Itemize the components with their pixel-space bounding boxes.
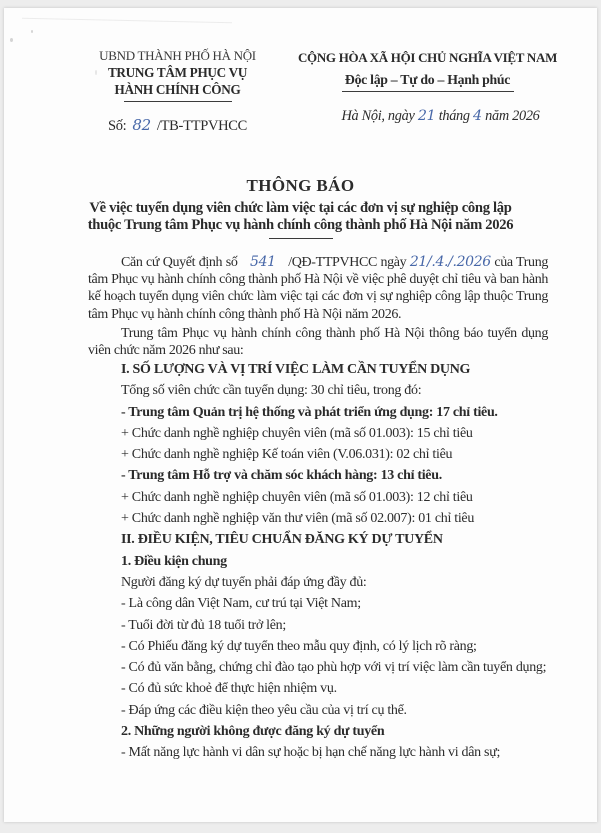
national-name: CỘNG HÒA XÃ HỘI CHỦ NGHĨA VIỆT NAM — [297, 50, 558, 65]
paragraph-announcement: Trung tâm Phục vụ hành chính công thành phố Hà Nội thông báo tuyển dụng viên chức năm 2026 như sau: — [88, 326, 548, 359]
place-date-prefix: Hà Nội, ngày — [341, 108, 415, 125]
list-item: - Tuổi đời từ đủ 18 tuổi trở lên; — [121, 617, 286, 633]
org-underline — [124, 101, 232, 102]
document-type-title: THÔNG BÁO — [246, 176, 355, 195]
list-item: - Có đủ sức khoẻ để thực hiện nhiệm vụ. — [121, 681, 337, 697]
list-item: + Chức danh nghề nghiệp chuyên viên (mã số 01.003): 15 chỉ tiêu — [121, 425, 473, 441]
list-item: - Mất năng lực hành vi dân sự hoặc bị hạn chế năng lực hành vi dân sự; — [121, 745, 501, 761]
body-line: Người đăng ký dự tuyển phải đáp ứng đầy đủ: — [121, 574, 367, 590]
handwritten-decision-number: 541 — [250, 254, 276, 270]
list-item-unit-1: - Trung tâm Quản trị hệ thống và phát triển ứng dụng: 17 chỉ tiêu. — [121, 404, 498, 420]
list-item: + Chức danh nghề nghiệp văn thư viên (mã số 02.007): 01 chỉ tiêu — [121, 511, 475, 527]
org-name-line2: HÀNH CHÍNH CÔNG — [114, 82, 241, 97]
body-line: Tổng số viên chức cần tuyển dụng: 30 chỉ tiêu, trong đó: — [121, 383, 422, 399]
list-item: - Đáp ứng các điều kiện theo yêu cầu của vị trí cụ thể. — [121, 702, 407, 718]
document-subject-line2: thuộc Trung tâm Phục vụ hành chính công thành phố Hà Nội năm 2026 — [87, 216, 514, 233]
parent-org-name: UBND THÀNH PHỐ HÀ NỘI — [99, 48, 256, 63]
place-date-line — [280, 108, 575, 125]
handwritten-decision-date: 21/.4./.2026 — [409, 254, 491, 270]
list-item: - Có Phiếu đăng ký dự tuyển theo mẫu quy định, có lý lịch rõ ràng; — [121, 638, 477, 654]
place-date-middle: tháng — [438, 108, 470, 125]
national-header-block — [280, 50, 575, 125]
issuing-org-block — [70, 48, 285, 135]
section-heading-2: II. ĐIỀU KIỆN, TIÊU CHUẨN ĐĂNG KÝ DỰ TUYỂN — [121, 532, 443, 548]
org-name-line1: TRUNG TÂM PHỤC VỤ — [107, 65, 248, 80]
document-subject-line1: Về việc tuyển dụng viên chức làm việc tại các đơn vị sự nghiệp công lập — [89, 200, 512, 216]
list-item: - Có đủ văn bằng, chứng chỉ đào tạo phù hợp với vị trí việc làm cần tuyển dụng; — [121, 660, 547, 676]
list-item: + Chức danh nghề nghiệp chuyên viên (mã số 01.003): 12 chỉ tiêu — [121, 489, 473, 505]
legal-basis-mid: /QĐ-TTPVHCC ngày — [288, 255, 407, 270]
section-heading-1: I. SỐ LƯỢNG VÀ VỊ TRÍ VIỆC LÀM CẦN TUYỂN DỤNG — [121, 362, 471, 377]
scan-artifact — [31, 30, 33, 33]
subsection-heading-2: 2. Những người không được đăng ký dự tuyển — [121, 724, 385, 740]
paragraph-legal-basis — [88, 254, 548, 323]
national-motto: Độc lập – Tự do – Hạnh phúc — [344, 72, 511, 87]
list-item: + Chức danh nghề nghiệp Kế toán viên (V.06.031): 02 chỉ tiêu — [121, 447, 453, 463]
legal-basis-pre: Căn cứ Quyết định số — [121, 255, 238, 270]
legal-basis-post: của Trung tâm Phục vụ hành chính công thành phố Hà Nội về việc phê duyệt chỉ tiêu và ban hành kế hoạch tuyển dụng viên chức làm việc tại các đơn vị sự nghiệp công lập thuộc Trung tâm Phục vụ hành chính công thành phố Hà Nội năm 2026. — [88, 255, 548, 322]
list-item: - Là công dân Việt Nam, cư trú tại Việt Nam; — [121, 596, 361, 612]
document-body-lines — [121, 359, 591, 764]
motto-underline — [342, 91, 514, 92]
handwritten-month: 4 — [473, 108, 482, 125]
handwritten-document-number: 82 — [132, 116, 151, 135]
list-item-unit-2: - Trung tâm Hỗ trợ và chăm sóc khách hàng: 13 chỉ tiêu. — [121, 468, 442, 484]
place-date-suffix: năm 2026 — [485, 108, 540, 125]
scan-artifact — [10, 38, 13, 42]
scan-crease — [22, 18, 232, 23]
subsection-heading-1: 1. Điều kiện chung — [121, 553, 227, 569]
document-number-suffix: /TB-TTPVHCC — [156, 118, 248, 135]
title-underline — [269, 238, 333, 239]
document-number-label: Số: — [107, 118, 127, 135]
handwritten-day: 21 — [417, 108, 436, 125]
scanned-document-page — [4, 8, 597, 822]
document-title-block — [4, 176, 597, 239]
document-number-line — [70, 116, 285, 135]
